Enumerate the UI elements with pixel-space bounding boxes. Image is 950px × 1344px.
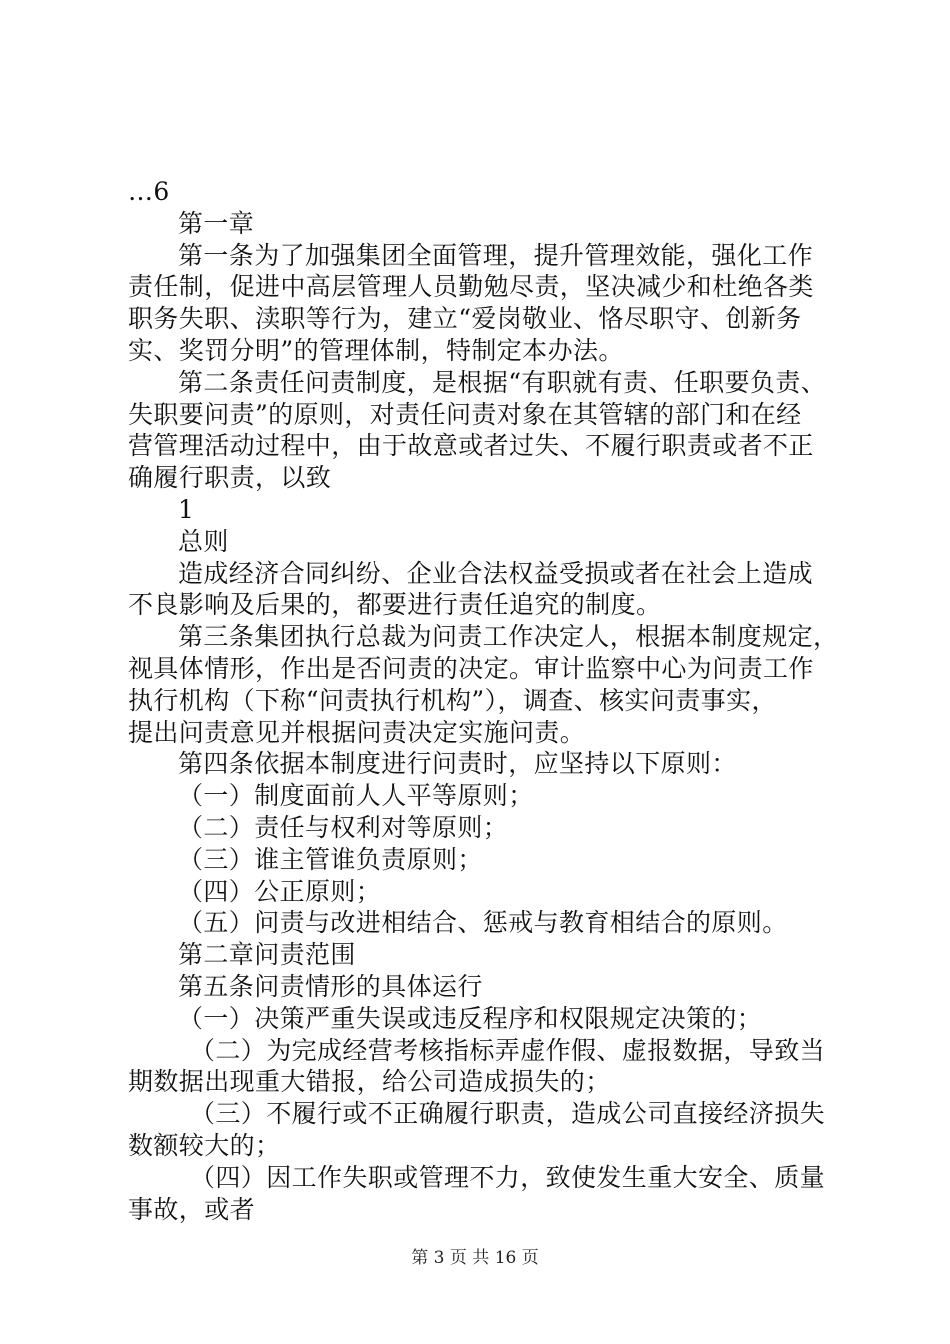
document-line: （三）谁主管谁负责原则； <box>178 844 483 874</box>
document-line: 第四条依据本制度进行问责时，应坚持以下原则： <box>178 749 737 779</box>
document-line: 责任制，促进中高层管理人员勤勉尽责，坚决减少和杜绝各类 <box>128 272 814 302</box>
document-line: 第一章 <box>178 208 255 238</box>
document-line: 总则 <box>178 526 229 556</box>
document-line: 失职要问责”的原则，对责任问责对象在其管辖的部门和在经 <box>128 399 802 429</box>
document-line: （二）责任与权利对等原则； <box>178 812 509 842</box>
document-line: 实、奖罚分明”的管理体制，特制定本办法。 <box>128 335 624 365</box>
document-line: 造成经济合同纠纷、企业合法权益受损或者在社会上造成 <box>178 558 814 588</box>
document-line: 执行机构（下称“问责执行机构”），调查、核实问责事实， <box>128 685 777 715</box>
document-line: （一）制度面前人人平等原则； <box>178 781 534 811</box>
document-line: （四）公正原则； <box>178 876 382 906</box>
document-line: 期数据出现重大错报，给公司造成损失的； <box>128 1067 611 1097</box>
document-line: （三）不履行或不正确履行职责，造成公司直接经济损失 <box>190 1099 826 1129</box>
page-footer: 第 3 页 共 16 页 <box>411 1248 539 1268</box>
document-line: 不良影响及后果的，都要进行责任追究的制度。 <box>128 590 662 620</box>
document-line: 视具体情形，作出是否问责的决定。审计监察中心为问责工作 <box>128 653 814 683</box>
document-line: 营管理活动过程中，由于故意或者过失、不履行职责或者不正 <box>128 431 814 461</box>
document-line: 职务失职、渎职等行为，建立“爱岗敬业、恪尽职守、创新务 <box>128 304 802 334</box>
document-line: 数额较大的； <box>128 1130 281 1160</box>
document-line: （五）问责与改进相结合、惩戒与教育相结合的原则。 <box>178 908 788 938</box>
document-line: 第三条集团执行总裁为问责工作决定人，根据本制度规定， <box>178 622 839 652</box>
document-line: 事故，或者 <box>128 1194 256 1224</box>
document-body <box>128 176 840 1225</box>
document-line: …6 <box>128 177 170 206</box>
document-line: 提出问责意见并根据问责决定实施问责。 <box>128 717 586 747</box>
document-line: 1 <box>178 494 195 524</box>
document-line: 第一条为了加强集团全面管理，提升管理效能，强化工作 <box>178 240 814 270</box>
document-line: （四）因工作失职或管理不力，致使发生重大安全、质量 <box>190 1162 826 1192</box>
document-line: （二）为完成经营考核指标弄虚作假、虚报数据，导致当 <box>190 1035 826 1065</box>
document-line: 确履行职责，以致 <box>128 463 332 493</box>
document-line: 第五条问责情形的具体运行 <box>178 971 483 1001</box>
document-line: 第二章问责范围 <box>178 940 356 970</box>
document-line: （一）决策严重失误或违反程序和权限规定决策的； <box>178 1003 763 1033</box>
document-line: 第二条责任问责制度，是根据“有职就有责、任职要负责、 <box>178 367 827 397</box>
